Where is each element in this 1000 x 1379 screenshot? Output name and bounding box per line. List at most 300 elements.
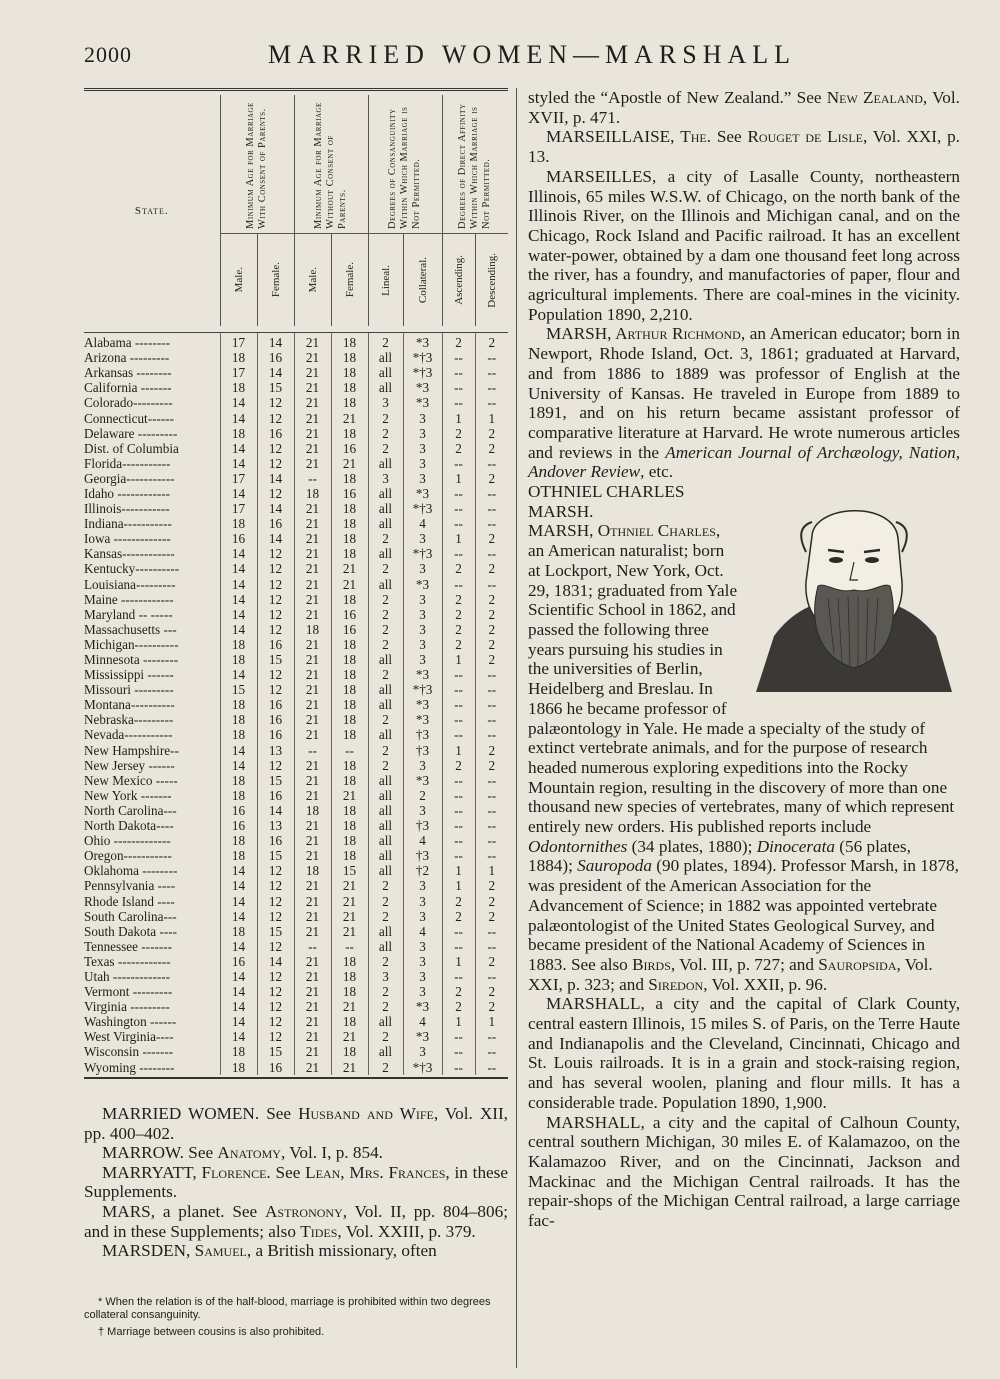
consanguinity-lineal: all — [368, 939, 403, 954]
min-age-noconsent-female: 18 — [331, 365, 368, 380]
affinity-ascending: 1 — [442, 743, 475, 758]
min-age-noconsent-female: -- — [331, 743, 368, 758]
affinity-ascending: -- — [442, 380, 475, 395]
min-age-consent-female: 16 — [257, 350, 294, 365]
consanguinity-collateral: 3 — [403, 878, 442, 893]
affinity-ascending: 2 — [442, 893, 475, 908]
state-cell: West Virginia---- — [84, 1029, 174, 1045]
group-header-without-consent: Minimum Age for Marriage Without Consent of Parents. — [294, 95, 368, 234]
consanguinity-lineal: all — [368, 1014, 403, 1029]
min-age-noconsent-male: 21 — [294, 924, 331, 939]
min-age-consent-male: 18 — [220, 773, 257, 788]
min-age-noconsent-male: 21 — [294, 441, 331, 456]
table-row — [84, 607, 508, 622]
min-age-noconsent-male: 21 — [294, 697, 331, 712]
consanguinity-lineal: 2 — [368, 607, 403, 622]
min-age-consent-female: 15 — [257, 773, 294, 788]
min-age-noconsent-male: 21 — [294, 667, 331, 682]
consanguinity-collateral: *3 — [403, 712, 442, 727]
min-age-consent-female: 14 — [257, 333, 294, 351]
table-row — [84, 848, 508, 863]
affinity-ascending: -- — [442, 577, 475, 592]
table-row — [84, 637, 508, 652]
portrait-caption: OTHNIEL CHARLES MARSH. — [528, 482, 685, 521]
right-column-entries: styled the “Apostle of New Zealand.” See New Zealand, Vol. XVII, p. 471. MARSEILLAISE, The. See Rouget de Lisle, Vol. XXI, p. 13. MARSEILLES, a city of Lasalle County, northeastern Illinois, 65 miles W.S.W. of Chicago, on the north bank of the Illinois River, on the Illinois and Michigan canal, and on the Chicago, Rock Island and Pacific railroad. It has an excellent water-power, obtained by a dam one thousand feet long across the river, has a foundry, and manufactories of paper, flour and agricultural implements. There are coal-mines in the vicinity. Population 1890, 2,210. MARSH, Arthur Richmond, an American educator; born in Newport, Rhode Island, Oct. 3, 1861; graduated at Harvard, and from 1886 to 1889 was professor of English at the University of Kansas. He traveled in Europe from 1889 to 1891, and on his return became assistant professor of comparative literature at Harvard. He wrote numerous articles and reviews in the American Journal of Archæology, Nation, Andover Review, etc. OTHNIEL CHARLES MARSH. MARSH, Othniel Charles, an American naturalist; born at Lockport, New York, Oct. 29, 1831; graduated from Yale Scientific School in 1862, and passed the following three years pursuing his studies in the universities of Berlin, Heidelberg and Breslau. In 1866 he became professor of palæontology in Yale. He made a specialty of the study of extinct vertebrate animals, and for the purpose of research headed numerous exploring expeditions into the Rocky Mountain region, resulting in the discovery of more than one thousand new species of vertebrates, many of which represent entirely new orders. His published reports include Odontornithes (34 plates, 1880); Dinocerata (56 plates, 1884); Sauropoda (90 plates, 1894). Professor Marsh, in 1878, was president of the American Association for the Advancement of Science; in 1882 was appointed vertebrate palæontologist of the United States Geological Survey, and became president of the National Academy of Sciences in 1883. See also Birds, Vol. III, p. 727; and Sauropsida, Vol. XXI, p. 323; and Siredon, Vol. XXII, p. 96. MARSHALL, a city and the capital of Clark County, central eastern Illinois, 15 miles S. of Paris, on the Terre Haute and Indianapolis and the Cleveland, Cincinnati, Chicago and St. Louis railroads. It is in a grain and stock-raising region, and has several woolen, planing and flour mills. It has a considerable trade. Population 1890, 1,900. MARSHALL, a city and the capital of Calhoun County, central southern Michigan, 30 miles E. of Kalamazoo, on the Kalamazoo River, and on the Cincinnati, Jackson and Mackinac and the Michigan Central railroads. It has the repair-shops of the Michigan Central railroad, a large carriage fac- — [528, 88, 960, 1231]
min-age-noconsent-female: 21 — [331, 999, 368, 1014]
state-cell: Vermont --------- — [84, 984, 173, 1000]
table-row — [84, 1029, 508, 1044]
left-column-entries — [84, 1104, 508, 1261]
state-cell: Colorado--------- — [84, 395, 173, 411]
entry-marsden: MARSDEN, Samuel, a British missionary, often — [102, 1241, 437, 1261]
min-age-noconsent-female: 18 — [331, 501, 368, 516]
min-age-consent-female: 12 — [257, 863, 294, 878]
min-age-noconsent-female: 18 — [331, 773, 368, 788]
affinity-descending: -- — [475, 365, 508, 380]
affinity-ascending: -- — [442, 969, 475, 984]
consanguinity-lineal: 2 — [368, 1060, 403, 1075]
min-age-consent-male: 16 — [220, 803, 257, 818]
table-row — [84, 652, 508, 667]
table-row — [84, 546, 508, 561]
affinity-ascending: -- — [442, 773, 475, 788]
consanguinity-collateral: *3 — [403, 773, 442, 788]
min-age-noconsent-male: 21 — [294, 410, 331, 425]
affinity-descending: 2 — [475, 652, 508, 667]
state-cell: Indiana----------- — [84, 516, 172, 532]
consanguinity-collateral: 4 — [403, 924, 442, 939]
state-cell: Michigan---------- — [84, 636, 179, 652]
consanguinity-collateral: 3 — [403, 592, 442, 607]
consanguinity-collateral: †3 — [403, 727, 442, 742]
state-cell: Texas ------------ — [84, 953, 171, 969]
consanguinity-lineal: 2 — [368, 743, 403, 758]
affinity-descending: -- — [475, 833, 508, 848]
affinity-descending: -- — [475, 516, 508, 531]
state-cell: Minnesota -------- — [84, 652, 179, 668]
affinity-ascending: 2 — [442, 984, 475, 999]
table-row — [84, 833, 508, 848]
min-age-noconsent-male: 21 — [294, 516, 331, 531]
min-age-consent-female: 12 — [257, 607, 294, 622]
min-age-consent-male: 17 — [220, 333, 257, 351]
min-age-noconsent-female: 16 — [331, 607, 368, 622]
affinity-ascending: -- — [442, 803, 475, 818]
affinity-ascending: -- — [442, 848, 475, 863]
affinity-descending: -- — [475, 350, 508, 365]
consanguinity-collateral: *†3 — [403, 682, 442, 697]
state-cell: South Carolina--- — [84, 908, 177, 924]
state-cell: Utah ------------- — [84, 968, 171, 984]
table-row — [84, 727, 508, 742]
min-age-consent-female: 12 — [257, 577, 294, 592]
min-age-noconsent-male: 21 — [294, 727, 331, 742]
footnote-dagger: † Marriage between cousins is also prohibited. — [98, 1326, 325, 1338]
table-row — [84, 501, 508, 516]
min-age-noconsent-female: 18 — [331, 333, 368, 351]
consanguinity-lineal: 2 — [368, 1029, 403, 1044]
min-age-consent-female: 14 — [257, 803, 294, 818]
affinity-descending: -- — [475, 667, 508, 682]
min-age-consent-male: 14 — [220, 893, 257, 908]
min-age-consent-male: 14 — [220, 758, 257, 773]
table-row — [84, 712, 508, 727]
min-age-consent-male: 18 — [220, 727, 257, 742]
min-age-consent-female: 12 — [257, 984, 294, 999]
consanguinity-collateral: 3 — [403, 893, 442, 908]
affinity-descending: 2 — [475, 984, 508, 999]
min-age-noconsent-female: 18 — [331, 818, 368, 833]
min-age-consent-male: 18 — [220, 697, 257, 712]
consanguinity-lineal: all — [368, 350, 403, 365]
min-age-consent-female: 12 — [257, 667, 294, 682]
table-row — [84, 333, 508, 351]
min-age-noconsent-male: 21 — [294, 607, 331, 622]
group-header-with-consent: Minimum Age for Marriage With Consent of Parents. — [220, 95, 294, 234]
table-row — [84, 426, 508, 441]
min-age-noconsent-male: 21 — [294, 1029, 331, 1044]
min-age-noconsent-male: 21 — [294, 788, 331, 803]
min-age-consent-female: 16 — [257, 637, 294, 652]
subheader-descending: Descending. — [475, 234, 508, 327]
min-age-consent-male: 18 — [220, 516, 257, 531]
affinity-descending: -- — [475, 1029, 508, 1044]
consanguinity-collateral: *†3 — [403, 501, 442, 516]
min-age-noconsent-female: 21 — [331, 1060, 368, 1075]
min-age-consent-male: 14 — [220, 486, 257, 501]
min-age-consent-male: 16 — [220, 818, 257, 833]
entry-marsden-continued: styled the “Apostle of New Zealand.” See New Zealand, Vol. XVII, p. 471. — [528, 88, 960, 127]
consanguinity-collateral: 3 — [403, 561, 442, 576]
affinity-descending: 1 — [475, 1014, 508, 1029]
table-row — [84, 471, 508, 486]
consanguinity-collateral: *†3 — [403, 546, 442, 561]
min-age-noconsent-male: 21 — [294, 969, 331, 984]
min-age-consent-male: 14 — [220, 969, 257, 984]
subheader-ascending: Ascending. — [442, 234, 475, 327]
consanguinity-collateral: †3 — [403, 848, 442, 863]
min-age-noconsent-female: 18 — [331, 592, 368, 607]
table-row — [84, 456, 508, 471]
min-age-consent-male: 18 — [220, 350, 257, 365]
consanguinity-lineal: 2 — [368, 637, 403, 652]
state-cell: Maryland -- ----- — [84, 606, 173, 622]
consanguinity-collateral: 4 — [403, 516, 442, 531]
consanguinity-collateral: *3 — [403, 333, 442, 351]
affinity-ascending: 2 — [442, 758, 475, 773]
min-age-consent-male: 18 — [220, 380, 257, 395]
portrait-engraving — [756, 486, 952, 692]
group-header-consanguinity: Degrees of Consanguinity Within Which Marriage is Not Permitted. — [368, 95, 442, 234]
min-age-noconsent-male: 21 — [294, 984, 331, 999]
min-age-noconsent-male: 21 — [294, 893, 331, 908]
min-age-consent-female: 12 — [257, 592, 294, 607]
state-cell: Tennessee ------- — [84, 938, 173, 954]
min-age-noconsent-male: 21 — [294, 577, 331, 592]
consanguinity-lineal: all — [368, 863, 403, 878]
state-cell: New Mexico ----- — [84, 772, 178, 788]
min-age-consent-male: 18 — [220, 848, 257, 863]
table-row — [84, 788, 508, 803]
column-divider — [516, 88, 517, 1368]
state-column-header: State. — [134, 204, 169, 217]
min-age-noconsent-male: 21 — [294, 456, 331, 471]
state-cell: Kentucky---------- — [84, 561, 180, 577]
marriage-laws-table — [84, 88, 508, 1079]
subheader-male: Male. — [294, 234, 331, 327]
affinity-descending: -- — [475, 1044, 508, 1059]
affinity-ascending: -- — [442, 395, 475, 410]
min-age-noconsent-female: 21 — [331, 561, 368, 576]
min-age-consent-male: 14 — [220, 743, 257, 758]
min-age-noconsent-female: 18 — [331, 531, 368, 546]
min-age-consent-male: 14 — [220, 1029, 257, 1044]
state-cell: Mississippi ------ — [84, 667, 174, 683]
state-cell: New Hampshire-- — [84, 742, 179, 758]
consanguinity-lineal: 2 — [368, 984, 403, 999]
min-age-noconsent-female: 18 — [331, 984, 368, 999]
min-age-consent-male: 14 — [220, 456, 257, 471]
consanguinity-collateral: *†3 — [403, 1060, 442, 1075]
min-age-consent-female: 12 — [257, 456, 294, 471]
affinity-ascending: -- — [442, 697, 475, 712]
min-age-consent-male: 14 — [220, 667, 257, 682]
affinity-descending: 2 — [475, 622, 508, 637]
affinity-descending: -- — [475, 803, 508, 818]
affinity-descending: -- — [475, 848, 508, 863]
min-age-consent-female: 16 — [257, 426, 294, 441]
state-cell: Pennsylvania ---- — [84, 878, 176, 894]
affinity-ascending: 1 — [442, 531, 475, 546]
affinity-ascending: 2 — [442, 607, 475, 622]
consanguinity-lineal: all — [368, 924, 403, 939]
consanguinity-collateral: 3 — [403, 984, 442, 999]
min-age-noconsent-male: 21 — [294, 1044, 331, 1059]
table-row — [84, 773, 508, 788]
min-age-noconsent-female: 18 — [331, 380, 368, 395]
consanguinity-collateral: *3 — [403, 999, 442, 1014]
affinity-descending: -- — [475, 546, 508, 561]
affinity-ascending: -- — [442, 1029, 475, 1044]
affinity-descending: 2 — [475, 637, 508, 652]
min-age-consent-male: 18 — [220, 712, 257, 727]
min-age-consent-female: 12 — [257, 486, 294, 501]
affinity-descending: -- — [475, 818, 508, 833]
min-age-consent-female: 15 — [257, 924, 294, 939]
table-row — [84, 758, 508, 773]
affinity-descending: 2 — [475, 531, 508, 546]
consanguinity-collateral: 3 — [403, 652, 442, 667]
min-age-noconsent-female: 18 — [331, 682, 368, 697]
table-row — [84, 395, 508, 410]
state-cell: Idaho ------------ — [84, 485, 171, 501]
min-age-noconsent-female: 18 — [331, 667, 368, 682]
min-age-noconsent-female: 18 — [331, 652, 368, 667]
affinity-ascending: -- — [442, 924, 475, 939]
min-age-noconsent-male: 21 — [294, 818, 331, 833]
consanguinity-lineal: 2 — [368, 909, 403, 924]
affinity-ascending: 2 — [442, 637, 475, 652]
affinity-descending: 2 — [475, 607, 508, 622]
consanguinity-collateral: 4 — [403, 833, 442, 848]
min-age-consent-male: 15 — [220, 682, 257, 697]
affinity-ascending: 2 — [442, 333, 475, 351]
consanguinity-lineal: 2 — [368, 531, 403, 546]
min-age-consent-female: 12 — [257, 893, 294, 908]
min-age-consent-male: 18 — [220, 652, 257, 667]
min-age-noconsent-female: 18 — [331, 395, 368, 410]
min-age-noconsent-female: 16 — [331, 486, 368, 501]
affinity-descending: 2 — [475, 561, 508, 576]
min-age-noconsent-female: 16 — [331, 441, 368, 456]
min-age-noconsent-male: 21 — [294, 561, 331, 576]
min-age-consent-male: 14 — [220, 984, 257, 999]
running-head: MARRIED WOMEN—MARSHALL — [268, 40, 797, 69]
consanguinity-collateral: 3 — [403, 471, 442, 486]
affinity-ascending: 2 — [442, 592, 475, 607]
state-cell: Kansas------------ — [84, 546, 175, 562]
min-age-noconsent-male: 18 — [294, 486, 331, 501]
table-row — [84, 577, 508, 592]
min-age-consent-male: 16 — [220, 531, 257, 546]
min-age-consent-male: 14 — [220, 878, 257, 893]
min-age-noconsent-male: 21 — [294, 954, 331, 969]
table-row — [84, 803, 508, 818]
min-age-consent-female: 12 — [257, 441, 294, 456]
min-age-noconsent-male: 21 — [294, 773, 331, 788]
affinity-ascending: -- — [442, 1060, 475, 1075]
consanguinity-collateral: *3 — [403, 577, 442, 592]
state-cell: Massachusetts --- — [84, 621, 177, 637]
min-age-consent-female: 14 — [257, 365, 294, 380]
affinity-descending: 2 — [475, 592, 508, 607]
min-age-consent-male: 14 — [220, 410, 257, 425]
min-age-noconsent-male: 21 — [294, 999, 331, 1014]
state-cell: North Dakota---- — [84, 818, 174, 834]
min-age-noconsent-male: 21 — [294, 758, 331, 773]
consanguinity-collateral: 2 — [403, 788, 442, 803]
consanguinity-collateral: *†3 — [403, 350, 442, 365]
table-row — [84, 954, 508, 969]
consanguinity-collateral: 3 — [403, 456, 442, 471]
table-row — [84, 939, 508, 954]
state-cell: Montana---------- — [84, 697, 175, 713]
consanguinity-lineal: 3 — [368, 395, 403, 410]
min-age-consent-female: 12 — [257, 909, 294, 924]
affinity-descending: 1 — [475, 410, 508, 425]
affinity-descending: -- — [475, 395, 508, 410]
consanguinity-lineal: all — [368, 546, 403, 561]
min-age-consent-female: 12 — [257, 1014, 294, 1029]
state-cell: Florida----------- — [84, 455, 171, 471]
min-age-consent-female: 16 — [257, 697, 294, 712]
affinity-descending: -- — [475, 788, 508, 803]
min-age-consent-male: 14 — [220, 395, 257, 410]
footnote-star: * When the relation is of the half-blood, marriage is prohibited within two degrees collateral consanguinity. — [84, 1296, 491, 1321]
consanguinity-collateral: 4 — [403, 1014, 442, 1029]
affinity-ascending: -- — [442, 939, 475, 954]
state-cell: New Jersey ------ — [84, 757, 175, 773]
table-row — [84, 969, 508, 984]
consanguinity-lineal: all — [368, 380, 403, 395]
state-cell: Wyoming -------- — [84, 1059, 175, 1075]
min-age-consent-male: 17 — [220, 471, 257, 486]
consanguinity-collateral: 3 — [403, 954, 442, 969]
min-age-consent-female: 12 — [257, 969, 294, 984]
affinity-ascending: 2 — [442, 561, 475, 576]
consanguinity-lineal: 2 — [368, 561, 403, 576]
affinity-ascending: -- — [442, 727, 475, 742]
table-row — [84, 441, 508, 456]
affinity-descending: 1 — [475, 863, 508, 878]
affinity-descending: -- — [475, 924, 508, 939]
affinity-descending: -- — [475, 697, 508, 712]
state-cell: Oregon----------- — [84, 848, 172, 864]
table-body — [84, 333, 508, 1075]
consanguinity-lineal: 3 — [368, 471, 403, 486]
affinity-ascending: 2 — [442, 999, 475, 1014]
affinity-ascending: 1 — [442, 863, 475, 878]
min-age-consent-male: 14 — [220, 863, 257, 878]
state-cell: Missouri --------- — [84, 682, 174, 698]
consanguinity-lineal: 2 — [368, 410, 403, 425]
state-cell: Dist. of Columbia — [84, 440, 179, 456]
min-age-consent-female: 12 — [257, 682, 294, 697]
min-age-consent-male: 18 — [220, 426, 257, 441]
table-row — [84, 999, 508, 1014]
consanguinity-lineal: 2 — [368, 592, 403, 607]
min-age-noconsent-male: 21 — [294, 365, 331, 380]
affinity-descending: -- — [475, 486, 508, 501]
min-age-consent-male: 14 — [220, 546, 257, 561]
consanguinity-collateral: †2 — [403, 863, 442, 878]
min-age-noconsent-male: 21 — [294, 637, 331, 652]
consanguinity-lineal: all — [368, 577, 403, 592]
min-age-consent-female: 15 — [257, 380, 294, 395]
table-row — [84, 380, 508, 395]
affinity-descending: 2 — [475, 878, 508, 893]
min-age-noconsent-female: 21 — [331, 577, 368, 592]
affinity-ascending: -- — [442, 682, 475, 697]
min-age-noconsent-female: 18 — [331, 969, 368, 984]
min-age-noconsent-female: 21 — [331, 788, 368, 803]
min-age-noconsent-male: 21 — [294, 833, 331, 848]
consanguinity-lineal: 2 — [368, 333, 403, 351]
consanguinity-collateral: 3 — [403, 531, 442, 546]
table-row — [84, 592, 508, 607]
min-age-noconsent-female: 21 — [331, 924, 368, 939]
affinity-descending: -- — [475, 456, 508, 471]
state-cell: Illinois----------- — [84, 501, 170, 517]
entry-marseillaise: MARSEILLAISE, The. See Rouget de Lisle, Vol. XXI, p. 13. — [528, 127, 960, 167]
consanguinity-lineal: 2 — [368, 441, 403, 456]
min-age-noconsent-female: 15 — [331, 863, 368, 878]
table-row — [84, 909, 508, 924]
min-age-noconsent-female: 16 — [331, 622, 368, 637]
min-age-consent-male: 17 — [220, 501, 257, 516]
table-row — [84, 863, 508, 878]
consanguinity-lineal: all — [368, 788, 403, 803]
min-age-noconsent-female: 21 — [331, 878, 368, 893]
affinity-descending: -- — [475, 682, 508, 697]
affinity-ascending: -- — [442, 456, 475, 471]
table-row — [84, 516, 508, 531]
state-cell: Iowa ------------- — [84, 531, 171, 547]
table-row — [84, 622, 508, 637]
consanguinity-collateral: 3 — [403, 939, 442, 954]
affinity-ascending: 2 — [442, 426, 475, 441]
consanguinity-collateral: †3 — [403, 743, 442, 758]
